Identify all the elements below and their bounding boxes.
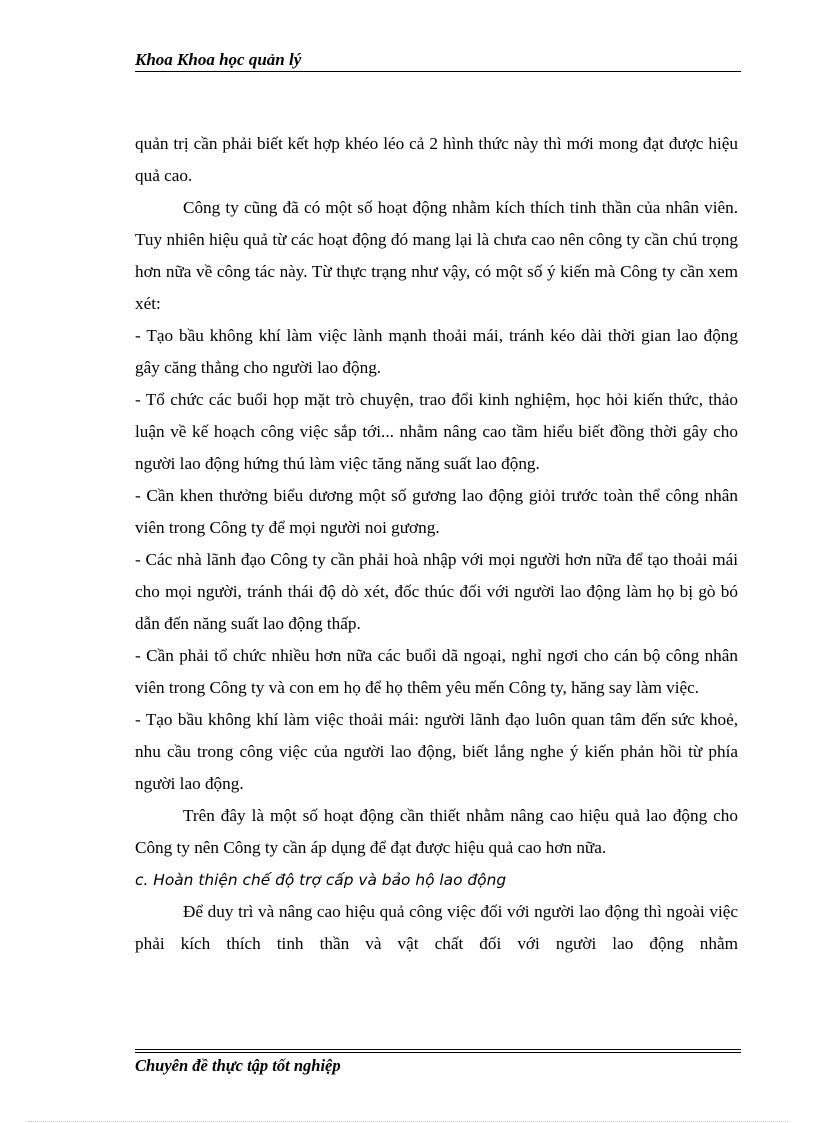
header-title: Khoa Khoa học quản lý [135, 50, 302, 69]
paragraph: Công ty cũng đã có một số hoạt động nhằm kích thích tinh thần của nhân viên. Tuy nhiên hiệu quả từ các hoạt động đó mang lại là chưa cao nên công ty cần chú trọng hơn nữa về công tác này. Từ thực trạng như vậy, có một số ý kiến mà Công ty cần xem xét: [135, 198, 738, 313]
page-edge-divider [28, 1121, 788, 1122]
bullet-item: - Các nhà lãnh đạo Công ty cần phải hoà nhập với mọi người hơn nữa để tạo thoải mái cho mọi người, tránh thái độ dò xét, đốc thúc đối với người lao động làm họ bị gò bó dẫn đến năng suất lao động thấp. [135, 550, 738, 633]
footer-rule [135, 1049, 741, 1050]
bullet-item: - Cần khen thưởng biểu dương một số gương lao động giỏi trước toàn thể công nhân viên trong Công ty để mọi người noi gương. [135, 486, 738, 537]
document-body [135, 128, 738, 960]
header-rule [135, 71, 741, 72]
page-footer [135, 1056, 741, 1076]
section-heading: c. Hoàn thiện chế độ trợ cấp và bảo hộ lao động [135, 871, 507, 889]
footer-title: Chuyên đề thực tập tốt nghiệp [135, 1056, 341, 1075]
bullet-item: - Tạo bầu không khí làm việc thoải mái: người lãnh đạo luôn quan tâm đến sức khoẻ, nhu cầu trong công việc của người lao động, biết lắng nghe ý kiến phản hồi từ phía người lao động. [135, 710, 738, 793]
page-header [135, 50, 741, 70]
bullet-item: - Tổ chức các buổi họp mặt trò chuyện, trao đổi kinh nghiệm, học hỏi kiến thức, thảo luận về kế hoạch công việc sắp tới... nhằm nâng cao tầm hiểu biết đồng thời gây cho người lao động hứng thú làm việc tăng năng suất lao động. [135, 390, 738, 473]
paragraph: Trên đây là một số hoạt động cần thiết nhằm nâng cao hiệu quả lao động cho Công ty nên Công ty cần áp dụng để đạt được hiệu quả cao hơn nữa. [135, 806, 738, 857]
bullet-item: - Cần phải tổ chức nhiều hơn nữa các buổi dã ngoại, nghỉ ngơi cho cán bộ công nhân viên trong Công ty và con em họ để họ thêm yêu mến Công ty, hăng say làm việc. [135, 646, 738, 697]
paragraph: Để duy trì và nâng cao hiệu quả công việc đối với người lao động thì ngoài việc phải kích thích tinh thần và vật chất đối với người lao động nhằm [135, 902, 738, 953]
bullet-item: - Tạo bầu không khí làm việc lành mạnh thoải mái, tránh kéo dài thời gian lao động gây căng thẳng cho người lao động. [135, 326, 738, 377]
footer-rule [135, 1052, 741, 1053]
paragraph: quản trị cần phải biết kết hợp khéo léo cả 2 hình thức này thì mới mong đạt được hiệu quả cao. [135, 134, 738, 185]
